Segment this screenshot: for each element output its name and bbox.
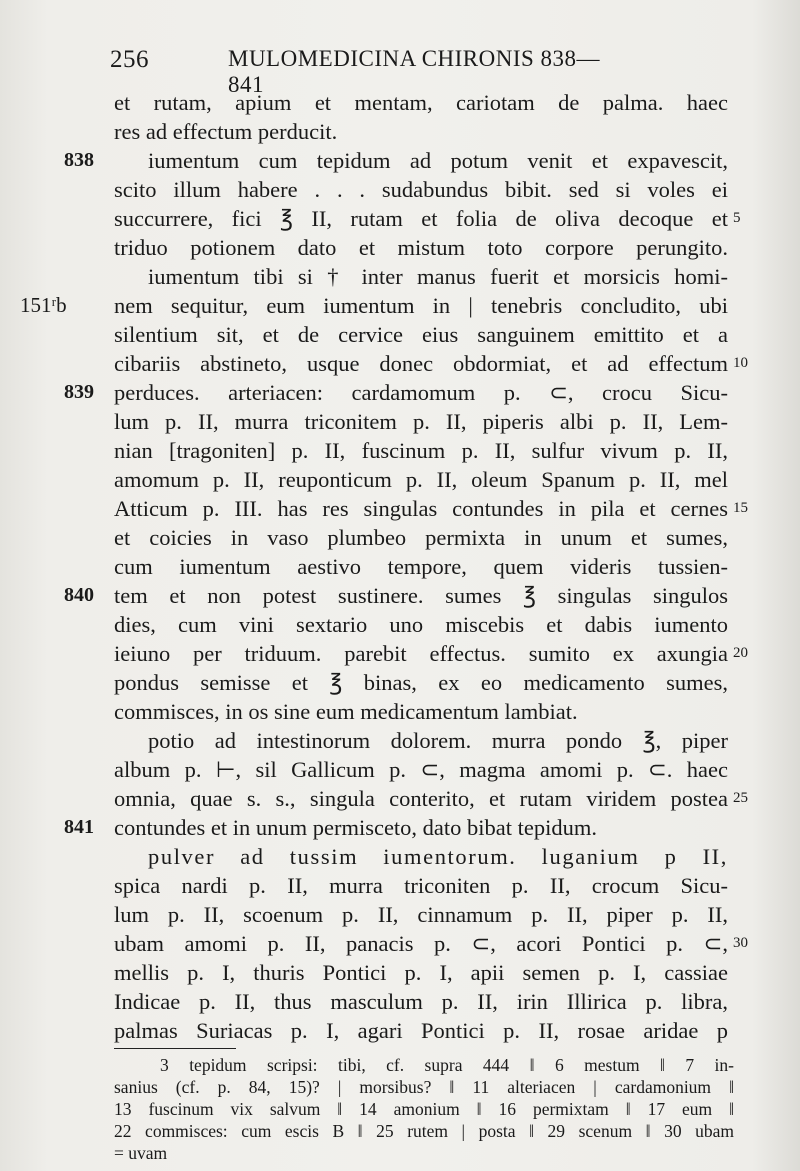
text-line: potio ad intestinorum dolorem. murra pondo ℥, piper	[148, 728, 728, 753]
text-line: triduo potionem dato et mistum toto corpore perungito.	[114, 235, 728, 260]
text-line: iumentum cum tepidum ad potum venit et expavescit,	[148, 148, 728, 173]
section-marker: 838	[64, 149, 94, 171]
line-number: 10	[733, 355, 748, 371]
section-marker: 841	[64, 816, 94, 838]
text-line: spica nardi p. II, murra triconiten p. II, crocum Sicu-	[114, 873, 728, 898]
text-line: cibariis abstineto, usque donec obdormiat, et ad effectum	[114, 351, 728, 376]
text-line: lum p. II, scoenum p. II, cinnamum p. II, piper p. II,	[114, 902, 728, 927]
page-number: 256	[110, 46, 149, 73]
footnote-line: 13 fuscinum vix salvum ‖ 14 amonium ‖ 16 permixtam ‖ 17 eum ‖	[114, 1099, 734, 1119]
text-line: commisces, in os sine eum medicamentum lambiat.	[114, 699, 578, 724]
footnote-line: sanius (cf. p. 84, 15)? | morsibus? ‖ 11 alteriacen | cardamonium ‖	[114, 1077, 734, 1097]
text-line: contundes et in unum permisceto, dato bibat tepidum.	[114, 815, 598, 840]
text-line: tem et non potest sustinere. sumes ℥ singulas singulos	[114, 583, 728, 608]
text-line: pulver ad tussim iumentorum. luganium p II,	[148, 844, 728, 869]
text-line: et rutam, apium et mentam, cariotam de palma. haec	[114, 90, 728, 115]
text-line: res ad effectum perducit.	[114, 119, 338, 144]
footnote-line: = uvam	[114, 1143, 168, 1163]
text-line: succurrere, fici ℥ II, rutam et folia de oliva decoque et	[114, 206, 728, 231]
text-line: palmas Suriacas p. I, agari Pontici p. II, rosae aridae p	[114, 1018, 728, 1043]
footnote-line: 22 commisces: cum escis B ‖ 25 rutem | posta ‖ 29 scenum ‖ 30 ubam	[114, 1121, 734, 1141]
text-line: dies, cum vini sextario uno miscebis et dabis iumento	[114, 612, 728, 637]
footnote-rule	[114, 1048, 236, 1049]
text-line: ubam amomi p. II, panacis p. ⊂, acori Pontici p. ⊂,	[114, 931, 728, 956]
text-line: ieiuno per triduum. parebit effectus. sumito ex axungia	[114, 641, 728, 666]
line-number: 5	[733, 210, 741, 226]
text-line: mellis p. I, thuris Pontici p. I, apii semen p. I, cassiae	[114, 960, 728, 985]
text-line: nian [tragoniten] p. II, fuscinum p. II, sulfur vivum p. II,	[114, 438, 728, 463]
text-line: silentium sit, et de cervice eius sanguinem emittito et a	[114, 322, 728, 347]
text-line: perduces. arteriacen: cardamomum p. ⊂, crocu Sicu-	[114, 380, 728, 405]
text-line: nem sequitur, eum iumentum in | tenebris concludito, ubi	[114, 293, 728, 318]
line-number: 25	[733, 790, 748, 806]
folio-marker: 151ʳb	[20, 293, 67, 317]
line-number: 20	[733, 645, 748, 661]
text-line: lum p. II, murra triconitem p. II, piperis albi p. II, Lem-	[114, 409, 728, 434]
text-line: omnia, quae s. s., singula conterito, et rutam viridem postea	[114, 786, 728, 811]
text-line: scito illum habere . . . sudabundus bibit. sed si voles ei	[114, 177, 728, 202]
section-marker: 839	[64, 381, 94, 403]
line-number: 30	[733, 935, 748, 951]
line-number: 15	[733, 500, 748, 516]
text-line: Indicae p. II, thus masculum p. II, irin Illirica p. libra,	[114, 989, 728, 1014]
text-line: cum iumentum aestivo tempore, quem videris tussien-	[114, 554, 728, 579]
text-line: album p. ⊢, sil Gallicum p. ⊂, magma amomi p. ⊂. haec	[114, 757, 728, 782]
text-line: iumentum tibi si † inter manus fuerit et morsicis homi-	[148, 264, 728, 289]
page-header	[110, 46, 610, 97]
footnote-line: 3 tepidum scripsi: tibi, cf. supra 444 ‖ 6 mestum ‖ 7 in-	[160, 1055, 734, 1075]
text-line: et coicies in vaso plumbeo permixta in unum et sumes,	[114, 525, 728, 550]
text-line: pondus semisse et ℥ binas, ex eo medicamento sumes,	[114, 670, 728, 695]
section-marker: 840	[64, 584, 94, 606]
text-line: Atticum p. III. has res singulas contundes in pila et cernes	[114, 496, 728, 521]
running-title: MULOMEDICINA CHIRONIS 838—841	[228, 46, 601, 97]
text-line: amomum p. II, reuponticum p. II, oleum Spanum p. II, mel	[114, 467, 728, 492]
